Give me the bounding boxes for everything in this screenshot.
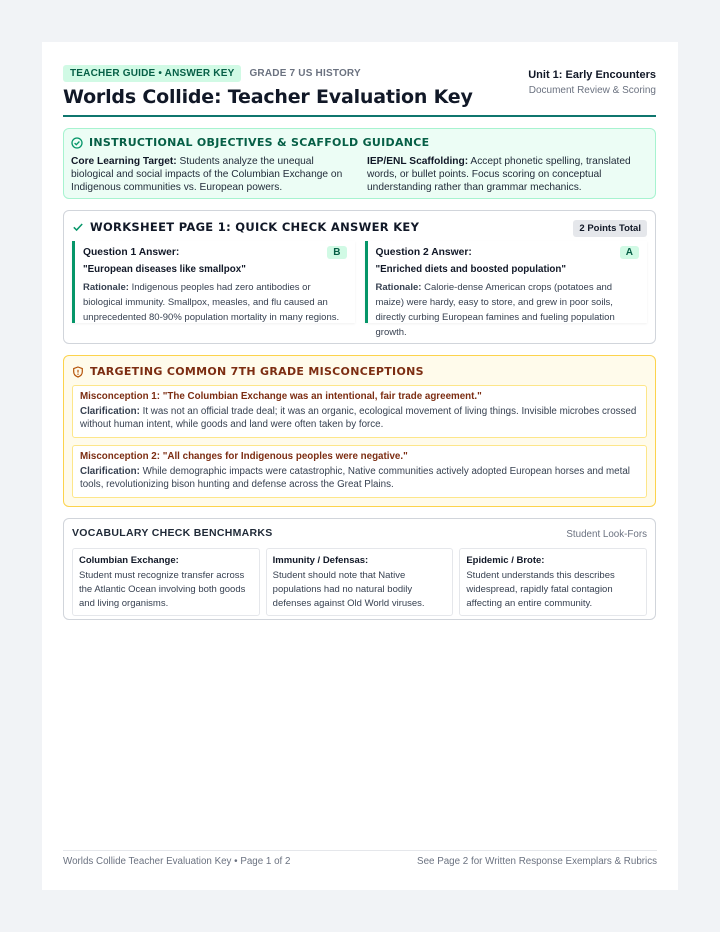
header-meta (528, 69, 656, 96)
question-card (365, 241, 648, 338)
vocab-term: Epidemic / Brote: (466, 555, 545, 566)
objectives-card (63, 128, 656, 199)
answer-text: "Enriched diets and boosted population" (375, 264, 567, 275)
answer-key-card (63, 210, 656, 344)
points-badge: 2 Points Total (573, 220, 647, 237)
iep-label: IEP/ENL Scaffolding: (367, 156, 469, 167)
footer-right: See Page 2 for Written Response Exemplars & Rubrics (417, 856, 657, 867)
checkmark-icon (72, 221, 84, 233)
vocab-description: Student must recognize transfer across the Atlantic Ocean involving both goods and living organisms. (79, 570, 246, 609)
question-label: Question 2 Answer: (375, 247, 472, 258)
iep-text: Accept phonetic spelling, translated words, or bullet points. Focus scoring on conceptual understanding rather than grammar mechanics. (367, 156, 631, 193)
misconception-title: Misconception 1: "The Columbian Exchange was an intentional, fair trade agreement." (80, 391, 482, 402)
question-card (72, 241, 355, 323)
vocab-item (72, 548, 260, 616)
document-header (63, 64, 656, 117)
rationale-text: Indigenous peoples had zero antibodies or biological immunity. Smallpox, measles, and flu caused an unprecedented 80-90% population mortality in many regions. (83, 282, 340, 323)
clarification-text: It was not an official trade deal; it was an organic, ecological movement of living things. Invisible microbes crossed without human intent, while goods and land were often taken by force. (80, 406, 637, 430)
question-label: Question 1 Answer: (83, 247, 180, 258)
objectives-heading: INSTRUCTIONAL OBJECTIVES & SCAFFOLD GUIDANCE (89, 136, 430, 149)
vocab-description: Student should note that Native populations had no natural bodily defenses against Old World viruses. (272, 570, 425, 609)
header-divider (63, 115, 656, 117)
rationale (83, 280, 347, 325)
page-content (63, 64, 656, 620)
answer-badge: A (620, 246, 639, 259)
rationale-label: Rationale: (375, 282, 422, 293)
clarification-label: Clarification: (80, 406, 140, 417)
vocab-description: Student understands this describes widespread, rapidly fatal contagion affecting an entire community. (466, 570, 615, 609)
misconceptions-card (63, 355, 656, 507)
clarification (80, 405, 639, 431)
misconception-item (72, 385, 647, 438)
vocab-item (459, 548, 647, 616)
look-fors-label: Student Look-Fors (566, 529, 647, 540)
vocab-term: Columbian Exchange: (79, 555, 179, 566)
vocab-item (266, 548, 454, 616)
guide-tag: TEACHER GUIDE • ANSWER KEY (63, 65, 241, 82)
vocabulary-heading: VOCABULARY CHECK BENCHMARKS (72, 527, 273, 539)
core-text: Students analyze the unequal biological and social impacts of the Columbian Exchange on Indigenous communities vs. European powers. (71, 156, 343, 193)
rationale (376, 280, 640, 340)
core-label: Core Learning Target: (71, 156, 177, 167)
rationale-text: Calorie-dense American crops (potatoes and maize) were hardy, easy to store, and grew in poor soils, directly curbing European famines and fueling population growth. (375, 282, 615, 338)
grade-label: GRADE 7 US HISTORY (249, 67, 361, 79)
answer-key-heading: WORKSHEET PAGE 1: QUICK CHECK ANSWER KEY (90, 220, 420, 234)
review-label: Document Review & Scoring (528, 85, 656, 96)
page-title: Worlds Collide: Teacher Evaluation Key (63, 86, 473, 108)
clarification (80, 465, 639, 491)
misconception-item (72, 445, 647, 498)
footer-left: Worlds Collide Teacher Evaluation Key • Page 1 of 2 (63, 856, 291, 867)
page-footer (63, 850, 657, 867)
core-learning-target (71, 155, 351, 194)
answer-text: "European diseases like smallpox" (83, 264, 246, 275)
misconceptions-heading: TARGETING COMMON 7TH GRADE MISCONCEPTIONS (90, 365, 424, 378)
document-page (42, 42, 678, 890)
clarification-label: Clarification: (80, 466, 140, 477)
unit-label: Unit 1: Early Encounters (528, 69, 656, 81)
check-circle-icon (71, 137, 83, 149)
rationale-label: Rationale: (83, 282, 129, 293)
misconception-title: Misconception 2: "All changes for Indigenous peoples were negative." (80, 451, 408, 462)
clarification-text: While demographic impacts were catastrophic, Native communities actively adopted European horses and metal tools, revolutionizing bison hunting and defense across the Great Plains. (80, 466, 630, 490)
vocabulary-card (63, 518, 656, 620)
shield-alert-icon (72, 366, 84, 378)
vocab-term: Immunity / Defensas: (272, 555, 369, 566)
answer-badge: B (327, 246, 346, 259)
iep-scaffolding (367, 155, 647, 194)
